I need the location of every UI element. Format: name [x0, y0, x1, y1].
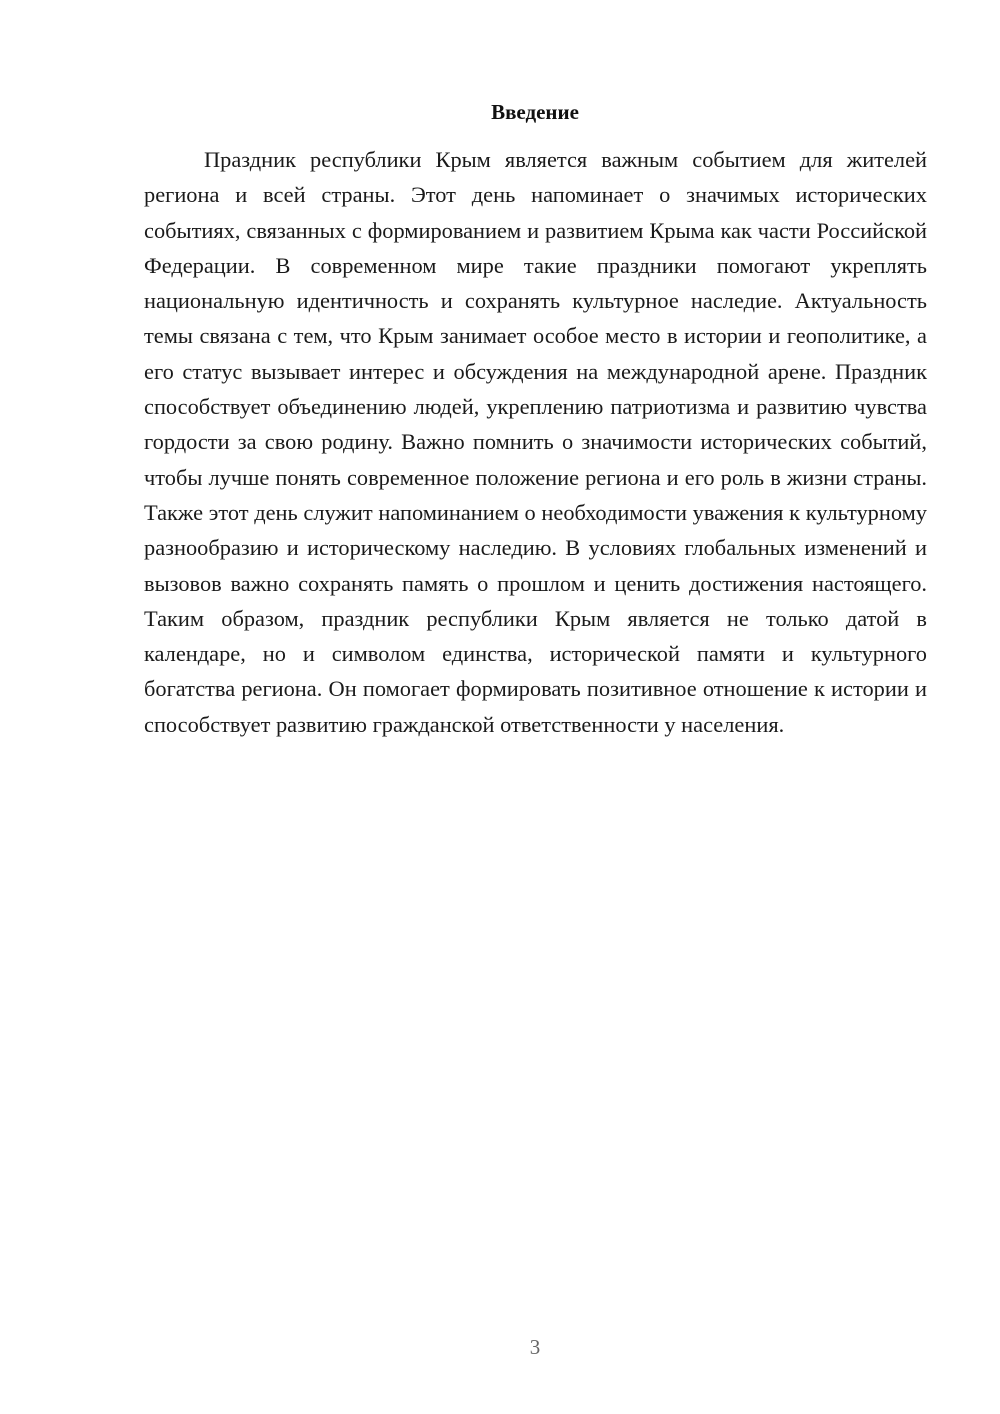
body-paragraph: Праздник республики Крым является важным событием для жителей региона и всей страны. Этот день напоминает о значимых исторических событиях, связанных с формированием и развитием Крыма как части Российской Федерации. В современном мире такие праздники помогают укреплять национальную идентичность и сохранять культурное наследие. Актуальность темы связана с тем, что Крым занимает особое место в истории и геополитике, а его статус вызывает интерес и обсуждения на международной арене. Праздник способствует объединению людей, укреплению патриотизма и развитию чувства гордости за свою родину. Важно помнить о значимости исторических событий, чтобы лучше понять современное положение региона и его роль в жизни страны. Также этот день служит напоминанием о необходимости уважения к культурному разнообразию и историческому наследию. В условиях глобальных изменений и вызовов важно сохранять память о прошлом и ценить достижения настоящего. Таким образом, праздник республики Крым является не только датой в календаре, но и символом единства, исторической памяти и культурного богатства региона. Он помогает формировать позитивное отношение к истории и способствует развитию гражданской ответственности у населения. — [144, 147, 927, 737]
section-heading: Введение — [491, 100, 579, 124]
page-number: 3 — [529, 1335, 541, 1359]
